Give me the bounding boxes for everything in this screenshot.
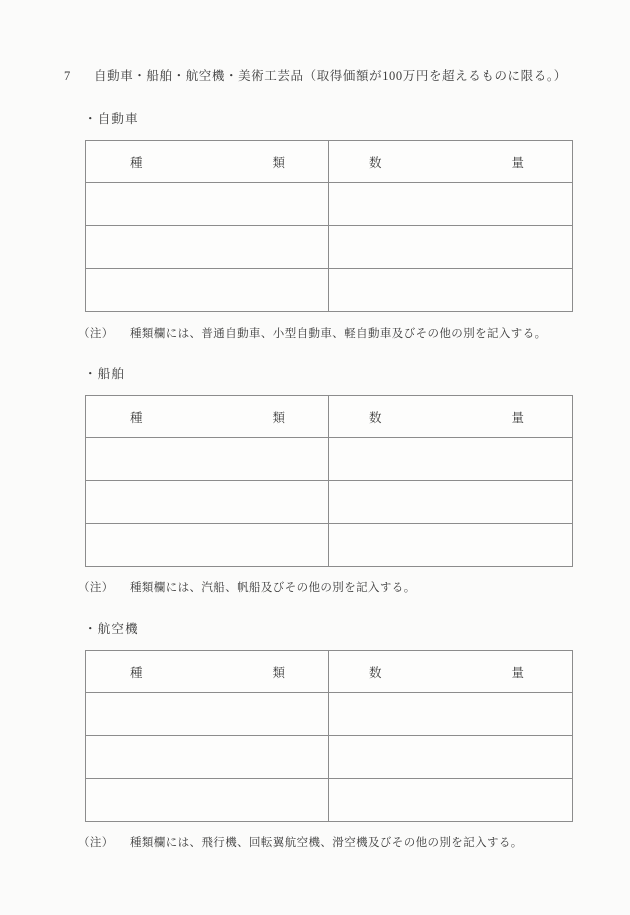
cell-kind[interactable] [86, 524, 329, 567]
header-kind-right: 類 [272, 665, 285, 680]
table-row [86, 438, 573, 481]
header-cell-kind [86, 396, 329, 438]
cell-kind[interactable] [86, 269, 329, 312]
note-label: （注） [78, 837, 114, 849]
table-header-row [86, 651, 573, 693]
asset-table-aircraft [85, 650, 573, 822]
cell-quantity[interactable] [329, 269, 573, 312]
note-label: （注） [78, 328, 114, 340]
cell-quantity[interactable] [329, 438, 573, 481]
table-row [86, 524, 573, 567]
asset-table-automobile [85, 140, 573, 312]
header-qty-right: 量 [511, 410, 524, 425]
header-qty-right: 量 [511, 155, 524, 170]
table-row [86, 693, 573, 736]
cell-quantity[interactable] [329, 736, 573, 779]
note-text: 種類欄には、普通自動車、小型自動車、軽自動車及びその他の別を記入する。 [130, 328, 547, 340]
cell-kind[interactable] [86, 183, 329, 226]
header-cell-kind [86, 141, 329, 183]
page-title [64, 66, 567, 86]
section-title-text: 自動車・船舶・航空機・美術工芸品（取得価額が100万円を超えるものに限る。） [94, 69, 567, 83]
header-cell-quantity [329, 651, 573, 693]
cell-kind[interactable] [86, 438, 329, 481]
cell-quantity[interactable] [329, 183, 573, 226]
header-kind-right: 類 [272, 155, 285, 170]
cell-kind[interactable] [86, 226, 329, 269]
table-row [86, 183, 573, 226]
subsection-heading-vessel: ・船舶 [84, 367, 126, 381]
header-cell-kind [86, 651, 329, 693]
header-cell-quantity [329, 396, 573, 438]
cell-quantity[interactable] [329, 779, 573, 822]
cell-kind[interactable] [86, 693, 329, 736]
header-kind-left: 種 [130, 665, 143, 680]
note-aircraft [78, 834, 523, 852]
note-text: 種類欄には、飛行機、回転翼航空機、滑空機及びその他の別を記入する。 [130, 837, 523, 849]
table-row [86, 269, 573, 312]
header-qty-right: 量 [511, 665, 524, 680]
subsection-heading-aircraft: ・航空機 [84, 622, 139, 636]
cell-quantity[interactable] [329, 481, 573, 524]
cell-kind[interactable] [86, 736, 329, 779]
cell-quantity[interactable] [329, 524, 573, 567]
section-number: 7 [64, 69, 71, 83]
asset-table-vessel [85, 395, 573, 567]
note-label: （注） [78, 582, 114, 594]
note-text: 種類欄には、汽船、帆船及びその他の別を記入する。 [130, 582, 416, 594]
header-qty-left: 数 [369, 665, 382, 680]
subsection-heading-automobile: ・自動車 [84, 112, 139, 126]
cell-quantity[interactable] [329, 693, 573, 736]
table-row [86, 736, 573, 779]
table-row [86, 226, 573, 269]
cell-kind[interactable] [86, 481, 329, 524]
header-kind-left: 種 [130, 410, 143, 425]
cell-kind[interactable] [86, 779, 329, 822]
header-qty-left: 数 [369, 410, 382, 425]
table-header-row [86, 396, 573, 438]
table-row [86, 481, 573, 524]
header-cell-quantity [329, 141, 573, 183]
cell-quantity[interactable] [329, 226, 573, 269]
note-automobile [78, 325, 547, 343]
header-kind-right: 類 [272, 410, 285, 425]
note-vessel [78, 579, 416, 597]
table-row [86, 779, 573, 822]
header-qty-left: 数 [369, 155, 382, 170]
table-header-row [86, 141, 573, 183]
header-kind-left: 種 [130, 155, 143, 170]
